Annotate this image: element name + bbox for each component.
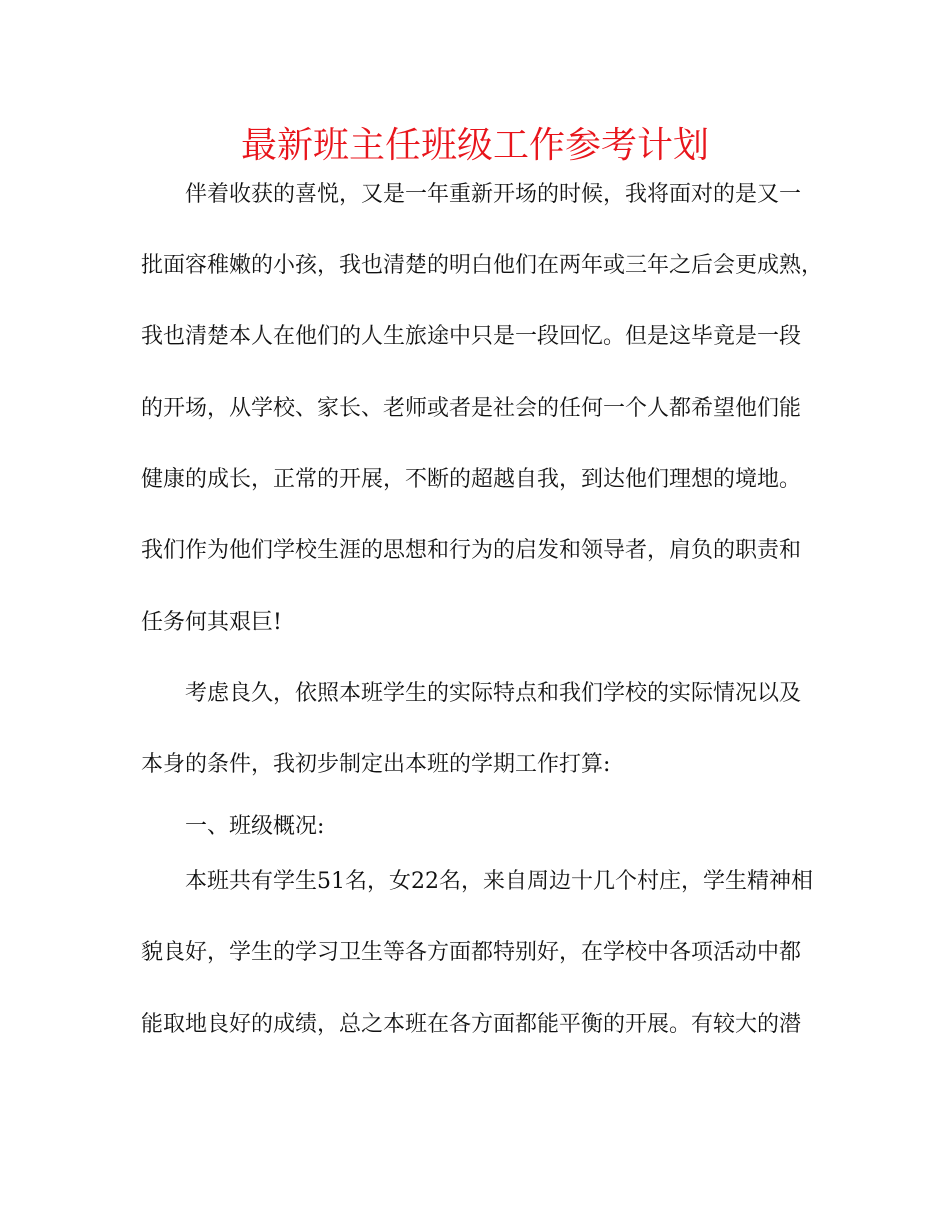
paragraph-line: 本班共有学生51名，女22名，来自周边十几个村庄，学生精神相 — [185, 869, 813, 894]
paragraph-line: 我们作为他们学校生涯的思想和行为的启发和领导者，肩负的职责和 — [141, 538, 802, 563]
paragraph-line: 貌良好，学生的学习卫生等各方面都特别好，在学校中各项活动中都 — [141, 940, 802, 965]
paragraph-line: 我也清楚本人在他们的人生旅途中只是一段回忆。但是这毕竟是一段 — [141, 324, 802, 349]
paragraph-line: 本身的条件，我初步制定出本班的学期工作打算: — [141, 752, 611, 777]
paragraph-line: 批面容稚嫩的小孩，我也清楚的明白他们在两年或三年之后会更成熟， — [141, 253, 824, 278]
paragraph-line: 的开场，从学校、家长、老师或者是社会的任何一个人都希望他们能 — [141, 396, 802, 421]
document-title: 最新班主任班级工作参考计划 — [240, 125, 709, 166]
section-heading: 一、班级概况: — [185, 814, 325, 839]
paragraph-line: 考虑良久，依照本班学生的实际特点和我们学校的实际情况以及 — [185, 681, 802, 706]
paragraph-line: 伴着收获的喜悦，又是一年重新开场的时候，我将面对的是又一 — [185, 182, 802, 207]
paragraph-line: 健康的成长，正常的开展，不断的超越自我，到达他们理想的境地。 — [141, 467, 802, 492]
paragraph-line: 任务何其艰巨! — [141, 610, 282, 635]
paragraph-line: 能取地良好的成绩，总之本班在各方面都能平衡的开展。有较大的潜 — [141, 1012, 802, 1037]
